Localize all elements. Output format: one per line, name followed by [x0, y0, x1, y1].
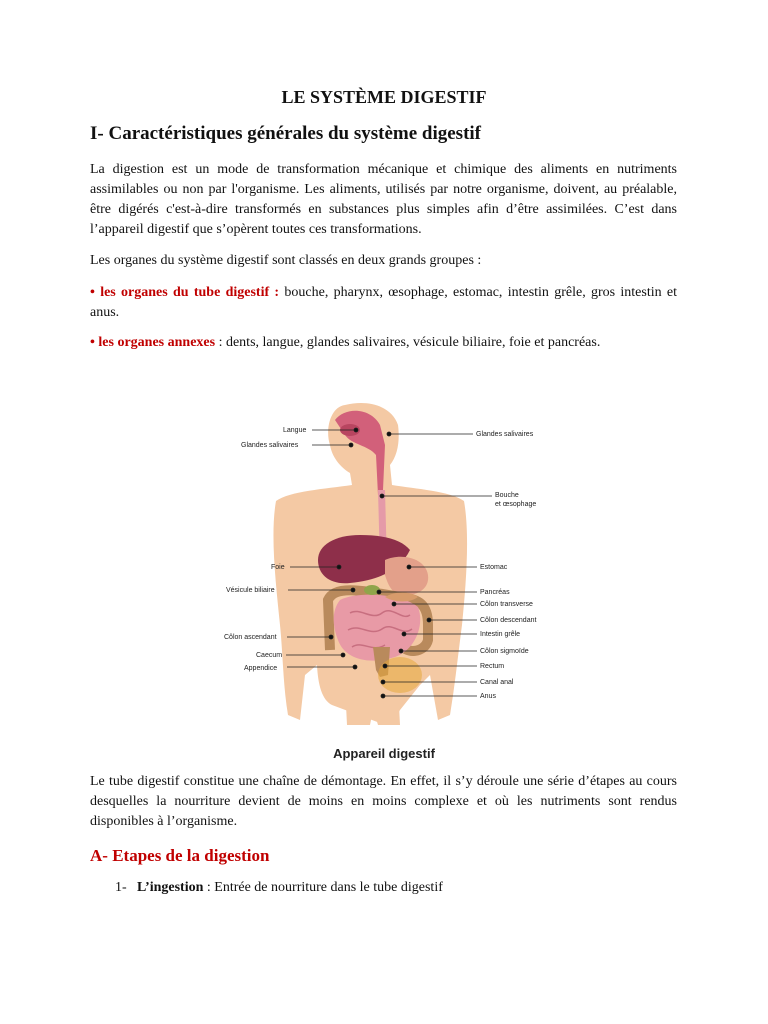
label-colon-transverse: Côlon transverse: [480, 601, 533, 608]
label-appendice: Appendice: [244, 665, 278, 672]
page-title: LE SYSTÈME DIGESTIF: [281, 87, 487, 107]
label-anus: Anus: [480, 693, 496, 700]
intro-paragraph: La digestion est un mode de transformation mécanique et chimique des aliments en nutriments assimilables ou non par l'organisme. Les aliments, utilisés par notre organisme, doivent, au préalable, être digérés c'est-à-dire transformés en substances plus simples afin d’être assimilées. C’est dans l’appareil digestif que s’opèrent toutes ces transformations.: [90, 162, 677, 237]
label-oesophage: et œsophage: [495, 501, 537, 508]
digestive-system-figure: [0, 385, 768, 770]
bullet: •: [90, 335, 95, 350]
label-caecum: Caecum: [256, 652, 283, 659]
label-rectum: Rectum: [480, 663, 505, 670]
label-langue: Langue: [283, 427, 307, 434]
label-bouche: Bouche: [495, 492, 519, 499]
figure-caption: Appareil digestif: [333, 746, 435, 761]
tube-paragraph: Le tube digestif constitue une chaîne de démontage. En effet, il s’y déroule une série d’étapes au cours desquelles la nourriture devient de moins en moins complexe et où les nutriments sont rendus disponibles à l’organisme.: [90, 774, 677, 829]
group-annexes: [90, 333, 677, 353]
pelvis-shadow: [378, 657, 422, 693]
group-text: bouche, pharynx, œsophage, estomac, intestin grêle, gros intestin et anus.: [90, 285, 678, 320]
groups-intro: Les organes du système digestif sont classés en deux grands groupes :: [90, 253, 482, 268]
label-estomac: Estomac: [480, 564, 508, 571]
label-colon-descendant: Côlon descendant: [480, 617, 537, 624]
label-colon-sigmoide: Côlon sigmoïde: [480, 648, 529, 655]
step-text: : Entrée de nourriture dans le tube digestif: [203, 880, 443, 895]
step-number: 1-: [115, 880, 127, 895]
group-term: les organes du tube digestif :: [100, 285, 280, 300]
label-glandes-salivaires-right: Glandes salivaires: [476, 431, 534, 438]
label-canal-anal: Canal anal: [480, 679, 514, 686]
anatomy-illustration: [0, 385, 768, 770]
label-pancreas: Pancréas: [480, 589, 510, 596]
label-foie: Foie: [271, 564, 285, 571]
group-term: les organes annexes: [98, 335, 216, 350]
group-text: : dents, langue, glandes salivaires, vésicule biliaire, foie et pancréas.: [215, 335, 601, 350]
group-tube-digestif: [90, 283, 677, 323]
step-term: L’ingestion: [137, 880, 204, 895]
label-glandes-salivaires-left: Glandes salivaires: [241, 442, 299, 449]
label-colon-ascendant: Côlon ascendant: [224, 634, 277, 641]
section-heading: I- Caractéristiques générales du système digestif: [90, 123, 482, 144]
label-vesicule-biliaire: Vésicule biliaire: [226, 587, 275, 594]
bullet: •: [90, 285, 95, 300]
list-item: [115, 880, 443, 896]
subsection-heading: A- Etapes de la digestion: [90, 846, 270, 865]
label-intestin-grele: Intestin grêle: [480, 631, 521, 638]
